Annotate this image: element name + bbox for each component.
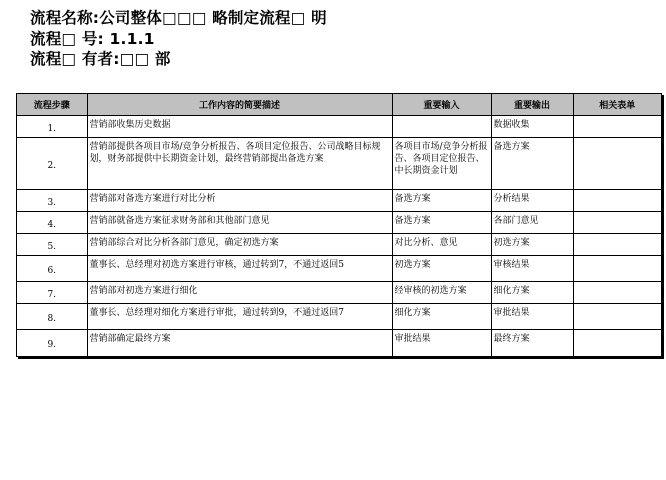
output-cell: 初选方案 — [491, 234, 573, 256]
process-number: 流程□ 号: 1.1.1 — [30, 29, 155, 48]
step-cell: 4. — [17, 212, 87, 234]
output-cell: 分析结果 — [491, 190, 573, 212]
input-cell: 备选方案 — [392, 212, 491, 234]
step-cell: 7. — [17, 282, 87, 304]
table-row — [17, 138, 661, 190]
form-cell — [573, 282, 661, 304]
form-cell — [573, 256, 661, 282]
description-cell: 营销部收集历史数据 — [87, 116, 392, 138]
table-row — [17, 330, 661, 356]
form-cell — [573, 138, 661, 190]
input-cell — [392, 116, 491, 138]
process-name-title: 流程名称:公司整体□□□ 略制定流程□ 明 — [30, 9, 327, 27]
column-header-forms: 相关表单 — [573, 94, 661, 116]
table-row — [17, 116, 661, 138]
step-cell: 6. — [17, 256, 87, 282]
table-row — [17, 304, 661, 330]
table-row — [17, 256, 661, 282]
output-cell: 各部门意见 — [491, 212, 573, 234]
document-header — [30, 8, 327, 70]
form-cell — [573, 234, 661, 256]
input-cell: 经审核的初选方案 — [392, 282, 491, 304]
step-cell: 3. — [17, 190, 87, 212]
output-cell: 数据收集 — [491, 116, 573, 138]
column-header-step: 流程步骤 — [17, 94, 87, 116]
description-cell: 营销部对备选方案进行对比分析 — [87, 190, 392, 212]
description-cell: 董事长、总经理对初选方案进行审核，通过转到7，不通过返回5 — [87, 256, 392, 282]
process-owner: 流程□ 有者:□□ 部 — [30, 50, 171, 68]
form-cell — [573, 116, 661, 138]
description-cell: 营销部确定最终方案 — [87, 330, 392, 356]
form-cell — [573, 212, 661, 234]
description-cell: 营销部提供各项目市场/竞争分析报告、各项目定位报告、公司战略目标规划，财务部提供中长期资金计划，最终营销部提出备选方案 — [87, 138, 392, 190]
column-header-output: 重要输出 — [491, 94, 573, 116]
table-row — [17, 282, 661, 304]
table-row — [17, 190, 661, 212]
input-cell: 备选方案 — [392, 190, 491, 212]
step-cell: 1. — [17, 116, 87, 138]
step-cell: 9. — [17, 330, 87, 356]
input-cell: 各项目市场/竞争分析报告、各项目定位报告、中长期资金计划 — [392, 138, 491, 190]
process-table — [16, 93, 662, 357]
input-cell: 初选方案 — [392, 256, 491, 282]
input-cell: 细化方案 — [392, 304, 491, 330]
output-cell: 审核结果 — [491, 256, 573, 282]
step-cell: 8. — [17, 304, 87, 330]
step-cell: 5. — [17, 234, 87, 256]
output-cell: 审批结果 — [491, 304, 573, 330]
output-cell: 最终方案 — [491, 330, 573, 356]
description-cell: 营销部综合对比分析各部门意见，确定初选方案 — [87, 234, 392, 256]
form-cell — [573, 330, 661, 356]
description-cell: 营销部对初选方案进行细化 — [87, 282, 392, 304]
form-cell — [573, 304, 661, 330]
input-cell: 审批结果 — [392, 330, 491, 356]
column-header-description: 工作内容的简要描述 — [87, 94, 392, 116]
description-cell: 营销部就备选方案征求财务部和其他部门意见 — [87, 212, 392, 234]
output-cell: 备选方案 — [491, 138, 573, 190]
column-header-input: 重要输入 — [392, 94, 491, 116]
input-cell: 对比分析、意见 — [392, 234, 491, 256]
table-row — [17, 212, 661, 234]
step-cell: 2. — [17, 138, 87, 190]
description-cell: 董事长、总经理对细化方案进行审批，通过转到9，不通过返回7 — [87, 304, 392, 330]
output-cell: 细化方案 — [491, 282, 573, 304]
form-cell — [573, 190, 661, 212]
table-row — [17, 234, 661, 256]
table-header-row — [17, 94, 661, 116]
